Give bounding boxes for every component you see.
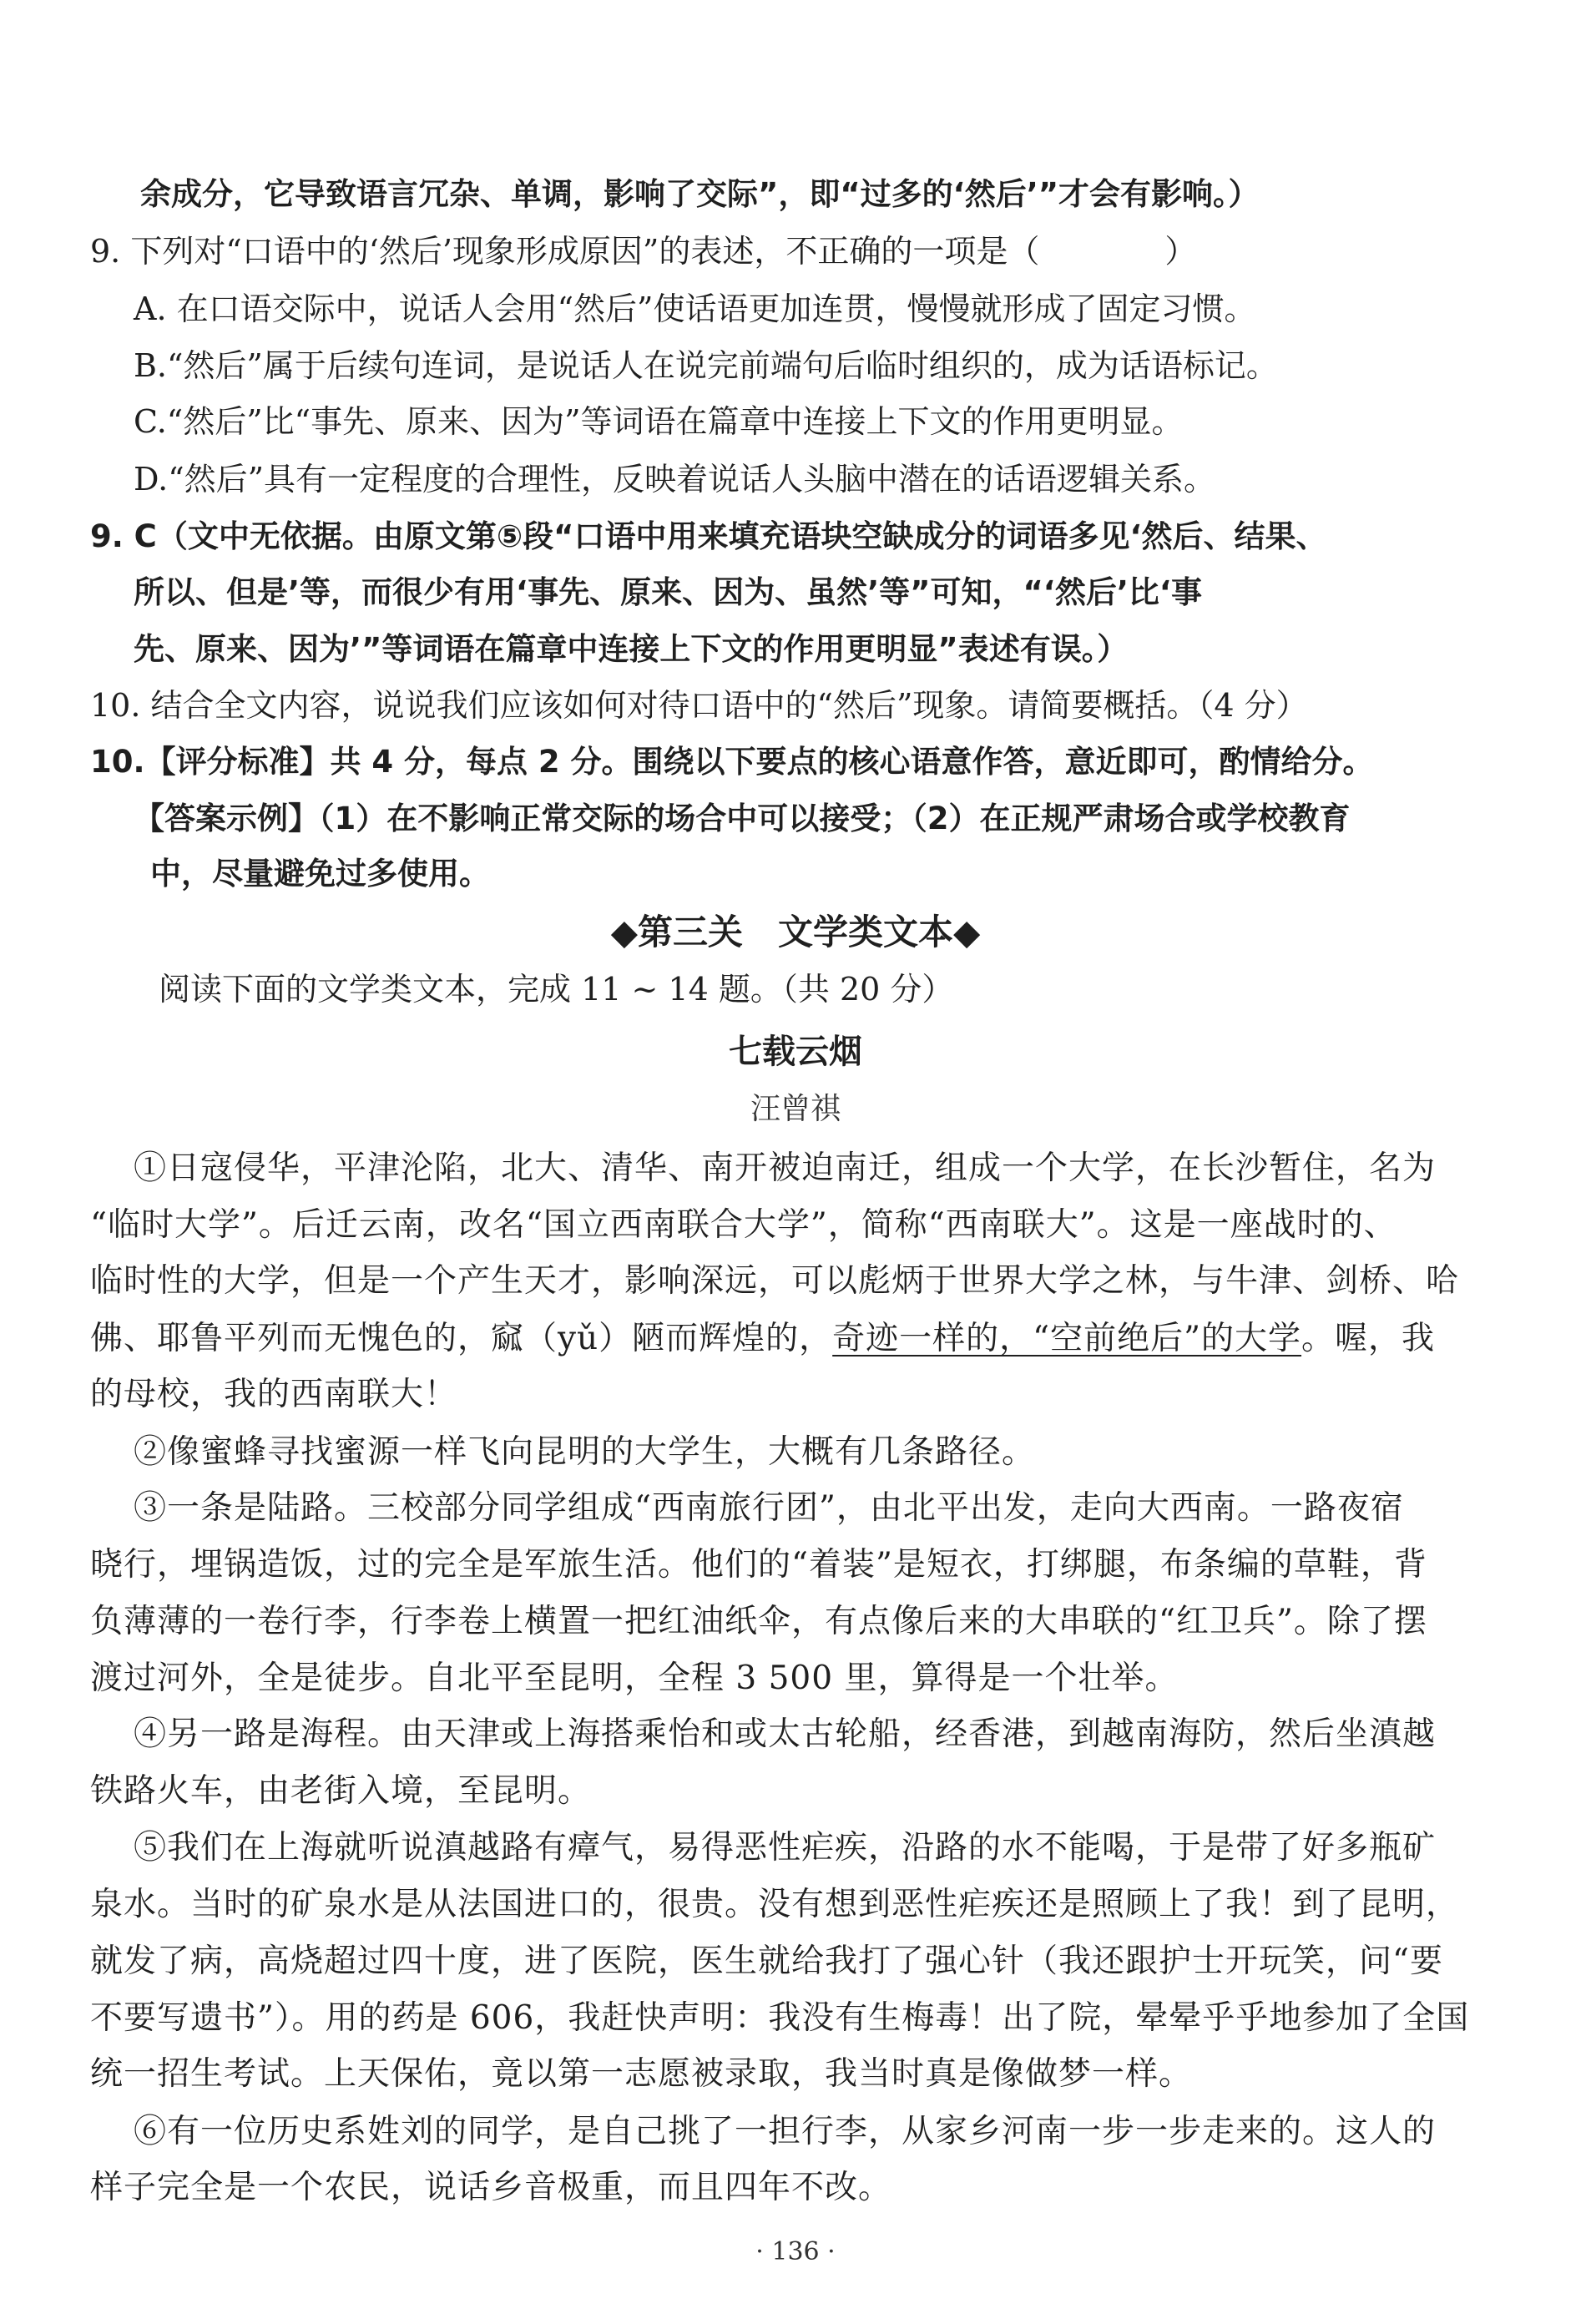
q10-answer-line-2: 【答案示例】（1）在不影响正常交际的场合中可以接受；（2）在正规严肃场合或学校教育 <box>134 801 1351 836</box>
q9-answer-line-1: 9. C（文中无依据。由原文第⑤段“口语中用来填充语块空缺成分的词语多见‘然后、结果、 <box>90 518 1327 554</box>
para1-line4-a: 佛、耶鲁平列而无愧色的，窳（yǔ）陋而辉煌的， <box>90 1320 833 1357</box>
q9-stem-close: ） <box>1164 233 1197 270</box>
q9-answer-line-2: 所以、但是’等，而很少有用‘事先、原来、因为、虽然’等”可知，“‘然后’比‘事 <box>134 574 1202 610</box>
q9-answer-line-3: 先、原来、因为’”等词语在篇章中连接上下文的作用更明显”表述有误。） <box>134 631 1129 667</box>
para1-line2: “临时大学”。后迁云南，改名“国立西南联合大学”，简称“西南联大”。这是一座战时的、 <box>90 1206 1397 1244</box>
para3-line3: 负薄薄的一卷行李，行李卷上横置一把红油纸伞，有点像后来的大串联的“红卫兵”。除了摆 <box>90 1603 1427 1640</box>
para1-line4 <box>90 1319 1435 1359</box>
q10-answer-line-1: 10.【评分标准】共 4 分，每点 2 分。围绕以下要点的核心语意作答，意近即可，酌情给分。 <box>90 744 1374 780</box>
para1-line3: 临时性的大学，但是一个产生天才，影响深远，可以彪炳于世界大学之林，与牛津、剑桥、哈 <box>90 1262 1460 1300</box>
section-heading: ◆第三关 文学类文本◆ <box>610 912 981 952</box>
q10-answer-line-3: 中，尽量避免过多使用。 <box>150 856 490 892</box>
para3-line2: 晓行，埋锅造饭，过的完全是军旅生活。他们的“着装”是短衣，打绑腿，布条编的草鞋，背 <box>90 1546 1427 1584</box>
para6-line1: ⑥有一位历史系姓刘的同学，是自己挑了一担行李，从家乡河南一步一步走来的。这人的 <box>134 2113 1437 2150</box>
para2-line1: ②像蜜蜂寻找蜜源一样飞向昆明的大学生，大概有几条路径。 <box>134 1433 1036 1471</box>
para3-line4: 渡过河外，全是徒步。自北平至昆明，全程 3 500 里，算得是一个壮举。 <box>90 1660 1179 1697</box>
para5-line3: 就发了病，高烧超过四十度，进了医院，医生就给我打了强心针（我还跟护士开玩笑，问“要 <box>90 1943 1443 1980</box>
para6-line2: 样子完全是一个农民，说话乡音极重，而且四年不改。 <box>90 2169 892 2206</box>
q8-answer-tail: 余成分，它导致语言冗杂、单调，影响了交际”，即“过多的‘然后’”才会有影响。） <box>140 176 1260 212</box>
para1-line4-c: 。喔，我 <box>1301 1320 1436 1357</box>
page-number: · 136 · <box>755 2237 836 2266</box>
q9-stem-text: 9. 下列对“口语中的‘然后’现象形成原因”的表述，不正确的一项是（ <box>90 233 1040 270</box>
q10-stem: 10. 结合全文内容，说说我们应该如何对待口语中的“然后”现象。请简要概括。（4 分） <box>90 687 1308 724</box>
para5-line2: 泉水。当时的矿泉水是从法国进口的，很贵。没有想到恶性疟疾还是照顾上了我！到了昆明， <box>90 1886 1460 1923</box>
section-instruction: 阅读下面的文学类文本，完成 11 ~ 14 题。（共 20 分） <box>159 971 954 1008</box>
para4-line1: ④另一路是海程。由天津或上海搭乘怡和或太古轮船，经香港，到越南海防，然后坐滇越 <box>134 1715 1437 1753</box>
para5-line4: 不要写遗书”）。用的药是 606，我赶快声明：我没有生梅毒！出了院，晕晕乎乎地参加了全国 <box>90 1999 1470 2037</box>
q9-option-a: A. 在口语交际中，说话人会用“然后”使话语更加连贯，慢慢就形成了固定习惯。 <box>134 290 1256 327</box>
article-author: 汪曾祺 <box>750 1092 841 1126</box>
para3-line1: ③一条是陆路。三校部分同学组成“西南旅行团”，由北平出发，走向大西南。一路夜宿 <box>134 1489 1404 1527</box>
underlined-phrase: 奇迹一样的，“空前绝后”的大学 <box>832 1320 1302 1357</box>
q9-stem <box>90 231 1196 271</box>
q9-option-d: D.“然后”具有一定程度的合理性，反映着说话人头脑中潜在的话语逻辑关系。 <box>134 461 1216 498</box>
para4-line2: 铁路火车，由老街入境，至昆明。 <box>90 1772 592 1810</box>
para1-line1: ①日寇侵华，平津沦陷，北大、清华、南开被迫南迁，组成一个大学，在长沙暂住，名为 <box>134 1149 1437 1187</box>
para1-line5: 的母校，我的西南联大！ <box>90 1376 458 1413</box>
para5-line5: 统一招生考试。上天保佑，竟以第一志愿被录取，我当时真是像做梦一样。 <box>90 2055 1193 2093</box>
article-title: 七载云烟 <box>729 1033 862 1071</box>
q9-option-b: B.“然后”属于后续句连词，是说话人在说完前端句后临时组织的，成为话语标记。 <box>134 347 1278 384</box>
q9-option-c: C.“然后”比“事先、原来、因为”等词语在篇章中连接上下文的作用更明显。 <box>134 403 1184 440</box>
para5-line1: ⑤我们在上海就听说滇越路有瘴气，易得恶性疟疾，沿路的水不能喝，于是带了好多瓶矿 <box>134 1829 1437 1867</box>
